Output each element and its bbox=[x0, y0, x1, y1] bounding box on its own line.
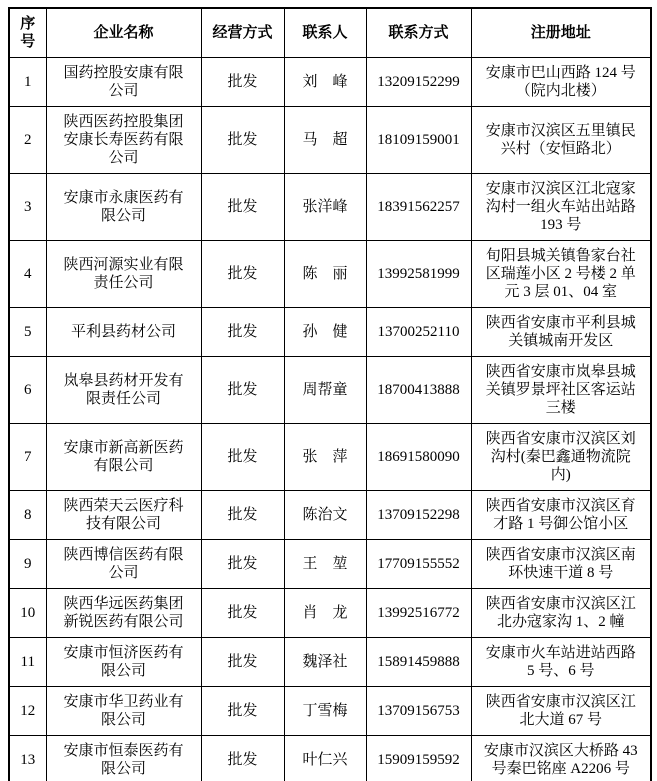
cell-contact-phone: 15891459888 bbox=[366, 638, 471, 687]
cell-company-name: 陕西博信医药有限公司 bbox=[46, 540, 201, 589]
cell-contact-phone: 13709156753 bbox=[366, 687, 471, 736]
cell-index: 12 bbox=[9, 687, 46, 736]
cell-index: 5 bbox=[9, 308, 46, 357]
table-row bbox=[9, 58, 651, 107]
cell-business-mode: 批发 bbox=[201, 736, 284, 781]
cell-business-mode: 批发 bbox=[201, 174, 284, 241]
table-row bbox=[9, 357, 651, 424]
cell-contact-phone: 15909159592 bbox=[366, 736, 471, 781]
table-row bbox=[9, 540, 651, 589]
cell-registered-address: 陕西省安康市汉滨区南环快速干道 8 号 bbox=[471, 540, 651, 589]
cell-company-name: 岚皋县药材开发有限责任公司 bbox=[46, 357, 201, 424]
table-row bbox=[9, 107, 651, 174]
cell-contact-person: 孙 健 bbox=[284, 308, 366, 357]
column-header-business-mode: 经营方式 bbox=[201, 8, 284, 58]
cell-contact-person: 周帮童 bbox=[284, 357, 366, 424]
table-row bbox=[9, 736, 651, 781]
table-body bbox=[9, 58, 651, 781]
column-header-contact-phone: 联系方式 bbox=[366, 8, 471, 58]
cell-business-mode: 批发 bbox=[201, 357, 284, 424]
cell-contact-person: 王 堃 bbox=[284, 540, 366, 589]
cell-registered-address: 陕西省安康市汉滨区江北办寇家沟 1、2 幢 bbox=[471, 589, 651, 638]
cell-registered-address: 陕西省安康市汉滨区江北大道 67 号 bbox=[471, 687, 651, 736]
cell-contact-phone: 18391562257 bbox=[366, 174, 471, 241]
cell-company-name: 安康市恒济医药有限公司 bbox=[46, 638, 201, 687]
cell-registered-address: 安康市汉滨区江北寇家沟村一组火车站出站路 193 号 bbox=[471, 174, 651, 241]
cell-index: 6 bbox=[9, 357, 46, 424]
cell-business-mode: 批发 bbox=[201, 107, 284, 174]
table-row bbox=[9, 241, 651, 308]
cell-contact-phone: 18700413888 bbox=[366, 357, 471, 424]
cell-contact-phone: 18691580090 bbox=[366, 424, 471, 491]
cell-contact-phone: 18109159001 bbox=[366, 107, 471, 174]
cell-index: 11 bbox=[9, 638, 46, 687]
cell-registered-address: 陕西省安康市平利县城关镇城南开发区 bbox=[471, 308, 651, 357]
cell-business-mode: 批发 bbox=[201, 424, 284, 491]
companies-table bbox=[8, 7, 652, 781]
cell-company-name: 安康市华卫药业有限公司 bbox=[46, 687, 201, 736]
cell-contact-person: 刘 峰 bbox=[284, 58, 366, 107]
cell-business-mode: 批发 bbox=[201, 638, 284, 687]
table-header bbox=[9, 8, 651, 58]
column-header-company-name: 企业名称 bbox=[46, 8, 201, 58]
cell-business-mode: 批发 bbox=[201, 687, 284, 736]
cell-company-name: 陕西河源实业有限责任公司 bbox=[46, 241, 201, 308]
cell-business-mode: 批发 bbox=[201, 241, 284, 308]
header-row bbox=[9, 8, 651, 58]
cell-company-name: 国药控股安康有限公司 bbox=[46, 58, 201, 107]
cell-registered-address: 安康市火车站进站西路 5 号、6 号 bbox=[471, 638, 651, 687]
cell-index: 3 bbox=[9, 174, 46, 241]
cell-business-mode: 批发 bbox=[201, 58, 284, 107]
cell-contact-person: 丁雪梅 bbox=[284, 687, 366, 736]
cell-business-mode: 批发 bbox=[201, 491, 284, 540]
cell-index: 2 bbox=[9, 107, 46, 174]
cell-contact-person: 张 萍 bbox=[284, 424, 366, 491]
cell-index: 7 bbox=[9, 424, 46, 491]
cell-registered-address: 安康市汉滨区五里镇民兴村（安恒路北） bbox=[471, 107, 651, 174]
cell-registered-address: 陕西省安康市汉滨区刘沟村(秦巴鑫通物流院内) bbox=[471, 424, 651, 491]
cell-contact-person: 叶仁兴 bbox=[284, 736, 366, 781]
cell-business-mode: 批发 bbox=[201, 308, 284, 357]
cell-company-name: 安康市新高新医药有限公司 bbox=[46, 424, 201, 491]
cell-company-name: 安康市永康医药有限公司 bbox=[46, 174, 201, 241]
cell-company-name: 安康市恒泰医药有限公司 bbox=[46, 736, 201, 781]
cell-company-name: 陕西医药控股集团安康长寿医药有限公司 bbox=[46, 107, 201, 174]
table-row bbox=[9, 174, 651, 241]
table-row bbox=[9, 424, 651, 491]
cell-contact-person: 陈治文 bbox=[284, 491, 366, 540]
cell-contact-phone: 17709155552 bbox=[366, 540, 471, 589]
cell-index: 1 bbox=[9, 58, 46, 107]
cell-company-name: 平利县药材公司 bbox=[46, 308, 201, 357]
cell-registered-address: 旬阳县城关镇鲁家台社区瑞莲小区 2 号楼 2 单元 3 层 01、04 室 bbox=[471, 241, 651, 308]
cell-contact-person: 张洋峰 bbox=[284, 174, 366, 241]
column-header-registered-address: 注册地址 bbox=[471, 8, 651, 58]
cell-business-mode: 批发 bbox=[201, 540, 284, 589]
cell-company-name: 陕西荣天云医疗科技有限公司 bbox=[46, 491, 201, 540]
column-header-contact-person: 联系人 bbox=[284, 8, 366, 58]
cell-registered-address: 陕西省安康市岚皋县城关镇罗景坪社区客运站三楼 bbox=[471, 357, 651, 424]
cell-contact-person: 魏泽社 bbox=[284, 638, 366, 687]
cell-company-name: 陕西华远医药集团新锐医药有限公司 bbox=[46, 589, 201, 638]
cell-contact-person: 陈 丽 bbox=[284, 241, 366, 308]
cell-contact-phone: 13992516772 bbox=[366, 589, 471, 638]
table-row bbox=[9, 687, 651, 736]
cell-index: 8 bbox=[9, 491, 46, 540]
table-row bbox=[9, 491, 651, 540]
cell-registered-address: 安康市汉滨区大桥路 43 号秦巴铭座 A2206 号 bbox=[471, 736, 651, 781]
cell-index: 9 bbox=[9, 540, 46, 589]
cell-registered-address: 陕西省安康市汉滨区育才路 1 号御公馆小区 bbox=[471, 491, 651, 540]
cell-index: 10 bbox=[9, 589, 46, 638]
cell-business-mode: 批发 bbox=[201, 589, 284, 638]
cell-index: 4 bbox=[9, 241, 46, 308]
table-row bbox=[9, 589, 651, 638]
cell-index: 13 bbox=[9, 736, 46, 781]
table-row bbox=[9, 308, 651, 357]
cell-registered-address: 安康市巴山西路 124 号（院内北楼） bbox=[471, 58, 651, 107]
cell-contact-phone: 13700252110 bbox=[366, 308, 471, 357]
cell-contact-phone: 13209152299 bbox=[366, 58, 471, 107]
column-header-index: 序号 bbox=[9, 8, 46, 58]
table-row bbox=[9, 638, 651, 687]
cell-contact-person: 马 超 bbox=[284, 107, 366, 174]
cell-contact-phone: 13709152298 bbox=[366, 491, 471, 540]
cell-contact-person: 肖 龙 bbox=[284, 589, 366, 638]
cell-contact-phone: 13992581999 bbox=[366, 241, 471, 308]
